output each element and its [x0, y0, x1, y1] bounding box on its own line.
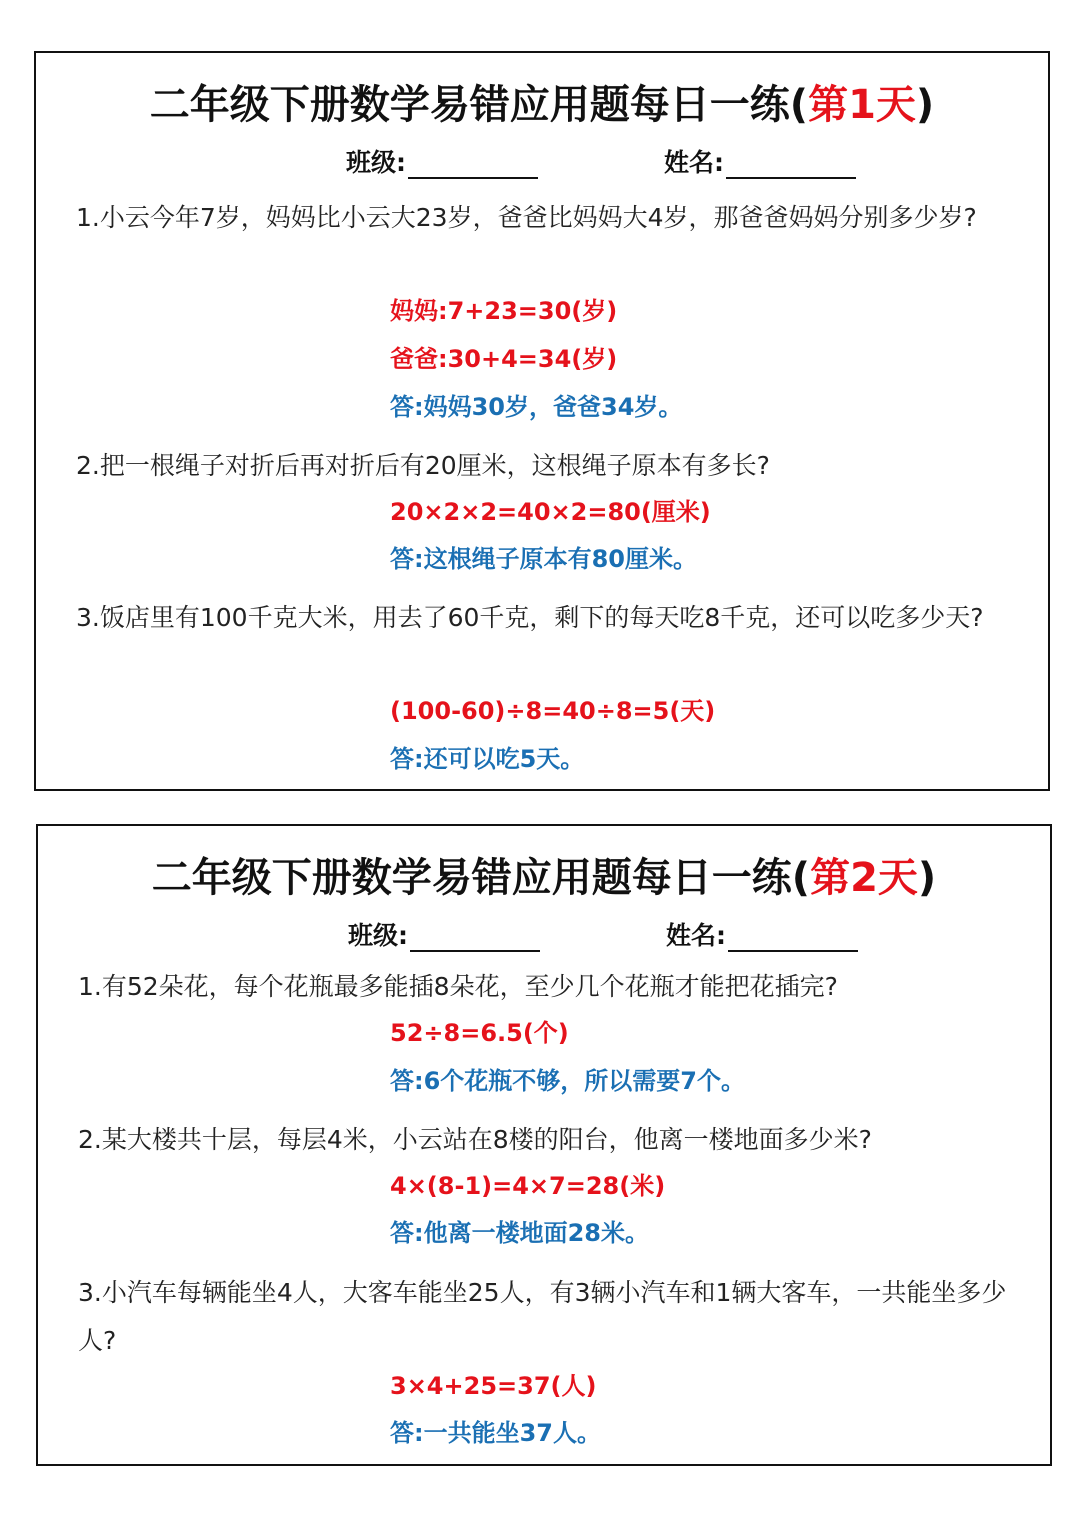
- answer-line: 答:6个花瓶不够，所以需要7个。: [390, 1067, 745, 1095]
- title-main: 二年级下册数学易错应用题每日一练(: [149, 82, 809, 128]
- title-close: ): [915, 82, 935, 128]
- name-blank[interactable]: [726, 151, 856, 179]
- name-field: [666, 916, 858, 952]
- class-blank[interactable]: [410, 924, 540, 952]
- solution-line: 4×(8-1)=4×7=28(米): [390, 1172, 666, 1200]
- class-label: 班级:: [346, 148, 406, 177]
- answer-line: 答:他离一楼地面28米。: [390, 1219, 649, 1247]
- class-field: [348, 916, 540, 952]
- problem-question: 2.把一根绳子对折后再对折后有20厘米，这根绳子原本有多长?: [76, 451, 770, 480]
- student-info-row: [36, 143, 1048, 179]
- worksheet-title: [38, 846, 1050, 903]
- worksheet-day-1: [34, 51, 1050, 791]
- problem-question: 1.有52朵花，每个花瓶最多能插8朵花，至少几个花瓶才能把花插完?: [78, 972, 838, 1001]
- name-blank[interactable]: [728, 924, 858, 952]
- problem-question: 3.小汽车每辆能坐4人，大客车能坐25人，有3辆小汽车和1辆大客车，一共能坐多少人?: [78, 1278, 1007, 1355]
- answer-line: 答:这根绳子原本有80厘米。: [390, 545, 697, 573]
- answer-line: 答:还可以吃5天。: [390, 745, 585, 773]
- title-day: 第1天: [808, 82, 916, 128]
- class-label: 班级:: [348, 921, 408, 950]
- name-field: [664, 143, 856, 179]
- title-day: 第2天: [810, 855, 918, 901]
- name-label: 姓名:: [664, 148, 724, 177]
- problem-question: 1.小云今年7岁，妈妈比小云大23岁，爸爸比妈妈大4岁，那爸爸妈妈分别多少岁?: [76, 203, 977, 232]
- solution-line: 3×4+25=37(人): [390, 1372, 597, 1400]
- class-field: [346, 143, 538, 179]
- class-blank[interactable]: [408, 151, 538, 179]
- answer-line: 答:一共能坐37人。: [390, 1419, 601, 1447]
- title-close: ): [917, 855, 937, 901]
- solution-line: 爸爸:30+4=34(岁): [390, 345, 618, 373]
- problem-question: 2.某大楼共十层，每层4米，小云站在8楼的阳台，他离一楼地面多少米?: [78, 1125, 872, 1154]
- solution-line: 20×2×2=40×2=80(厘米): [390, 498, 711, 526]
- problem-question: 3.饭店里有100千克大米，用去了60千克，剩下的每天吃8千克，还可以吃多少天?: [76, 603, 984, 632]
- solution-line: 妈妈:7+23=30(岁): [390, 297, 618, 325]
- worksheet-day-2: [36, 824, 1052, 1466]
- solution-line: (100-60)÷8=40÷8=5(天): [390, 697, 716, 725]
- answer-line: 答:妈妈30岁，爸爸34岁。: [390, 393, 683, 421]
- name-label: 姓名:: [666, 921, 726, 950]
- title-main: 二年级下册数学易错应用题每日一练(: [151, 855, 811, 901]
- solution-line: 52÷8=6.5(个): [390, 1019, 569, 1047]
- worksheet-title: [36, 73, 1048, 130]
- student-info-row: [38, 916, 1050, 952]
